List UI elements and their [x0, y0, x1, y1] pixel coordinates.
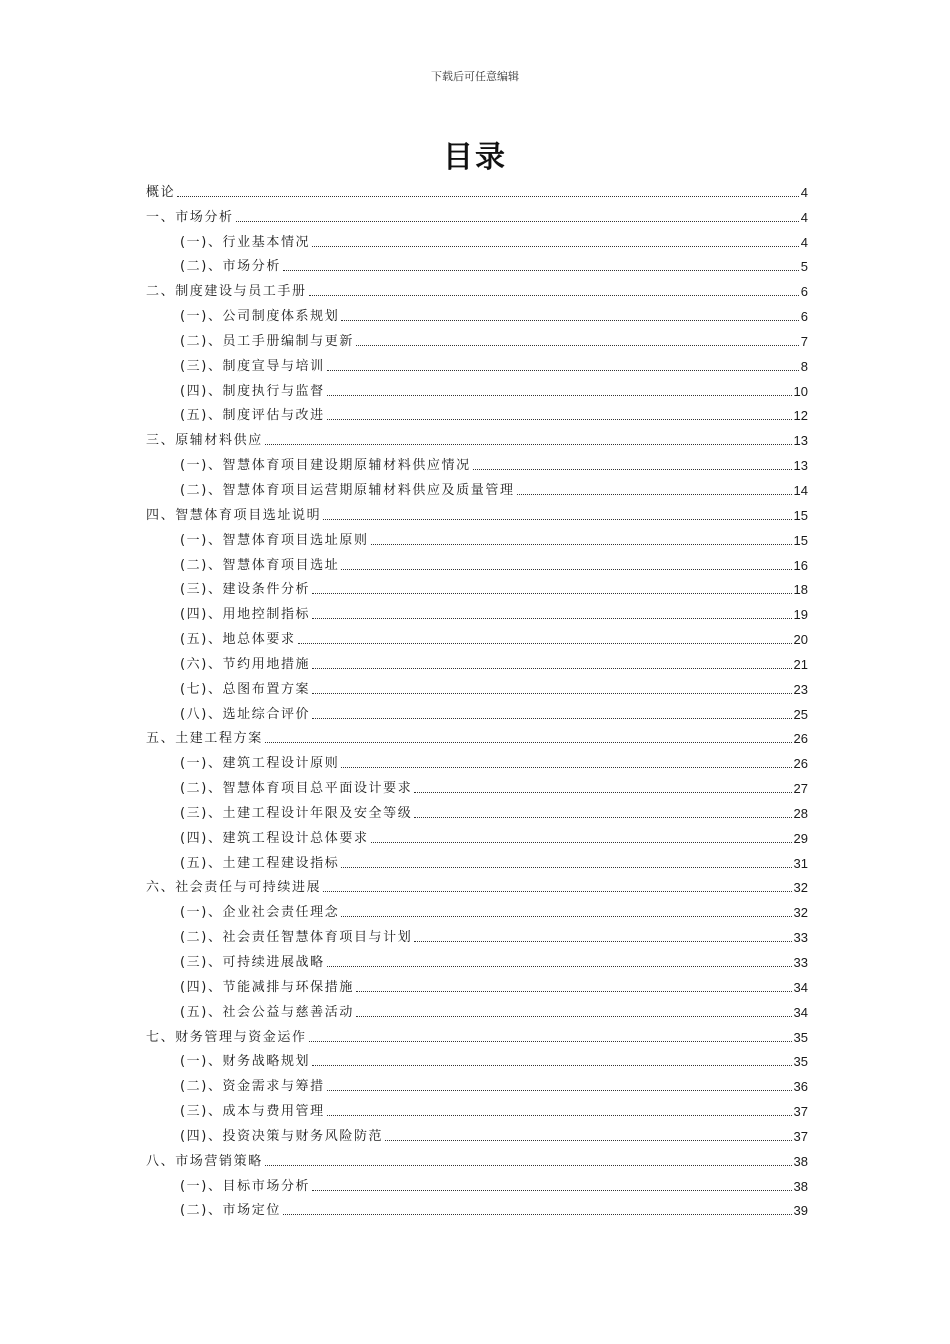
dot-leader: [473, 454, 792, 470]
toc-entry[interactable]: [146, 920, 808, 945]
toc-entry[interactable]: [146, 573, 808, 598]
toc-entry-page-number: 33: [793, 930, 808, 946]
dot-leader: [341, 901, 791, 917]
dot-leader: [312, 653, 791, 669]
toc-entry-label: (二)、市场分析: [180, 259, 281, 275]
dot-leader: [327, 355, 799, 371]
toc-entry[interactable]: [146, 175, 808, 200]
toc-entry-label: (五)、制度评估与改进: [180, 408, 325, 424]
toc-entry[interactable]: [146, 1094, 808, 1119]
toc-entry-page-number: 13: [793, 458, 808, 474]
toc-entry-page-number: 5: [800, 259, 808, 275]
dot-leader: [327, 1075, 792, 1091]
toc-entry-page-number: 26: [793, 731, 808, 747]
toc-entry-page-number: 4: [800, 234, 808, 250]
toc-entry[interactable]: [146, 225, 808, 250]
toc-entry-page-number: 13: [793, 433, 808, 449]
toc-entry[interactable]: [146, 1144, 808, 1169]
toc-entry-label: (一)、企业社会责任理念: [180, 905, 340, 921]
toc-entry-label: (三)、成本与费用管理: [180, 1104, 325, 1120]
dot-leader: [309, 280, 799, 296]
toc-entry-page-number: 39: [793, 1203, 808, 1219]
dot-leader: [312, 231, 799, 247]
toc-entry-label: (四)、投资决策与财务风险防范: [180, 1128, 384, 1144]
toc-entry[interactable]: [146, 821, 808, 846]
dot-leader: [356, 1001, 792, 1017]
toc-entry[interactable]: [146, 250, 808, 275]
toc-entry[interactable]: [146, 274, 808, 299]
toc-entry-label: 四、智慧体育项目选址说明: [146, 507, 322, 523]
toc-entry-label: 七、财务管理与资金运作: [146, 1029, 307, 1045]
toc-entry[interactable]: [146, 1069, 808, 1094]
toc-entry-page-number: 15: [793, 532, 808, 548]
toc-entry-page-number: 14: [793, 482, 808, 498]
toc-entry-label: (二)、智慧体育项目选址: [180, 557, 340, 573]
toc-entry-label: (五)、土建工程建设指标: [180, 855, 340, 871]
dot-leader: [283, 1199, 792, 1215]
toc-entry[interactable]: [146, 970, 808, 995]
dot-leader: [323, 876, 791, 892]
dot-leader: [341, 554, 791, 570]
toc-entry-label: (六)、节约用地措施: [180, 656, 311, 672]
toc-entry-label: (五)、社会公益与慈善活动: [180, 1004, 354, 1020]
toc-title: 目录: [443, 140, 507, 175]
toc-entry[interactable]: [146, 399, 808, 424]
toc-entry-page-number: 37: [793, 1128, 808, 1144]
toc-entry-page-number: 36: [793, 1079, 808, 1095]
dot-leader: [356, 976, 792, 992]
dot-leader: [265, 429, 792, 445]
dot-leader: [341, 852, 791, 868]
toc-entry-label: (一)、行业基本情况: [180, 234, 311, 250]
toc-entry-label: (二)、员工手册编制与更新: [180, 333, 354, 349]
toc-entry-label: (四)、制度执行与监督: [180, 383, 325, 399]
toc-entry[interactable]: [146, 1169, 808, 1194]
toc-entry-label: (五)、地总体要求: [180, 632, 296, 648]
dot-leader: [341, 752, 791, 768]
toc-entry-page-number: 23: [793, 681, 808, 697]
toc-entry-label: 三、原辅材料供应: [146, 433, 263, 449]
toc-entry-label: 概论: [146, 184, 176, 200]
toc-entry-page-number: 38: [793, 1178, 808, 1194]
toc-entry-label: (三)、土建工程设计年限及安全等级: [180, 805, 413, 821]
toc-entry-page-number: 18: [793, 582, 808, 598]
toc-entry[interactable]: [146, 1119, 808, 1144]
toc-entry-label: (一)、智慧体育项目建设期原辅材料供应情况: [180, 458, 471, 474]
toc-entry-page-number: 34: [793, 979, 808, 995]
toc-entry[interactable]: [146, 871, 808, 896]
toc-entry-page-number: 35: [793, 1029, 808, 1045]
dot-leader: [265, 727, 792, 743]
toc-entry-label: (二)、资金需求与筹措: [180, 1079, 325, 1095]
toc-entry-label: 二、制度建设与员工手册: [146, 284, 307, 300]
toc-entry-label: (三)、建设条件分析: [180, 582, 311, 598]
dot-leader: [356, 330, 799, 346]
toc-entry-page-number: 38: [793, 1153, 808, 1169]
toc-entry[interactable]: [146, 1194, 808, 1219]
toc-entry[interactable]: [146, 1045, 808, 1070]
toc-entry-page-number: 27: [793, 781, 808, 797]
toc-entry-page-number: 15: [793, 507, 808, 523]
toc-entry-page-number: 29: [793, 830, 808, 846]
toc-entry-page-number: 32: [793, 880, 808, 896]
toc-entry-page-number: 16: [793, 557, 808, 573]
dot-leader: [265, 1150, 792, 1166]
toc-entry-page-number: 10: [793, 383, 808, 399]
toc-entry-page-number: 19: [793, 607, 808, 623]
toc-entry-label: (三)、制度宣导与培训: [180, 358, 325, 374]
toc-entry[interactable]: [146, 995, 808, 1020]
dot-leader: [371, 529, 792, 545]
dot-leader: [327, 951, 792, 967]
toc-entry-page-number: 26: [793, 756, 808, 772]
toc-entry[interactable]: [146, 796, 808, 821]
toc-entry[interactable]: [146, 374, 808, 399]
toc-entry[interactable]: [146, 548, 808, 573]
dot-leader: [414, 802, 791, 818]
toc-entry[interactable]: [146, 846, 808, 871]
toc-entry[interactable]: [146, 324, 808, 349]
dot-leader: [312, 578, 791, 594]
toc-entry-page-number: 35: [793, 1054, 808, 1070]
toc-entry-label: (七)、总图布置方案: [180, 681, 311, 697]
toc-entry[interactable]: [146, 299, 808, 324]
dot-leader: [312, 1175, 791, 1191]
dot-leader: [371, 827, 792, 843]
toc-entry[interactable]: [146, 672, 808, 697]
toc-entry-label: (四)、建筑工程设计总体要求: [180, 830, 369, 846]
dot-leader: [312, 678, 791, 694]
toc-entry[interactable]: [146, 498, 808, 523]
dot-leader: [312, 703, 791, 719]
toc-entry[interactable]: [146, 647, 808, 672]
toc-entry[interactable]: [146, 622, 808, 647]
toc-entry-page-number: 12: [793, 408, 808, 424]
toc-entry[interactable]: [146, 448, 808, 473]
toc-entry-page-number: 28: [793, 805, 808, 821]
toc-entry-label: 八、市场营销策略: [146, 1153, 263, 1169]
toc-entry-page-number: 20: [793, 632, 808, 648]
toc-entry-page-number: 4: [800, 209, 808, 225]
toc-entry[interactable]: [146, 523, 808, 548]
dot-leader: [298, 628, 792, 644]
toc-entry-label: (三)、可持续进展战略: [180, 955, 325, 970]
dot-leader: [283, 255, 799, 271]
toc-entry[interactable]: [146, 722, 808, 747]
toc-entry-page-number: 6: [800, 309, 808, 325]
toc-entry-page-number: 21: [793, 656, 808, 672]
toc-entry-page-number: 8: [800, 358, 808, 374]
toc-entry[interactable]: [146, 597, 808, 622]
dot-leader: [309, 1026, 792, 1042]
dot-leader: [341, 305, 798, 321]
header-note: 下载后可任意编辑: [431, 70, 519, 83]
toc-entry[interactable]: [146, 200, 808, 225]
toc-entry[interactable]: [146, 473, 808, 498]
toc-entry-label: 六、社会责任与可持续进展: [146, 880, 322, 896]
dot-leader: [312, 603, 791, 619]
dot-leader: [327, 380, 792, 396]
dot-leader: [236, 206, 799, 222]
dot-leader: [177, 181, 799, 197]
dot-leader: [327, 1100, 792, 1116]
toc-entry[interactable]: [146, 349, 808, 374]
toc-entry-page-number: 25: [793, 706, 808, 722]
toc-entry-label: (二)、智慧体育项目运营期原辅材料供应及质量管理: [180, 482, 515, 498]
toc-entry-label: (一)、建筑工程设计原则: [180, 756, 340, 772]
toc-entry-page-number: 7: [800, 333, 808, 349]
toc-entry-label: (八)、选址综合评价: [180, 706, 311, 722]
toc-entry-label: (一)、财务战略规划: [180, 1054, 311, 1070]
toc-entry-page-number: 37: [793, 1104, 808, 1120]
toc-entry[interactable]: [146, 697, 808, 722]
toc-entry-label: (二)、市场定位: [180, 1203, 281, 1219]
dot-leader: [323, 504, 791, 520]
toc-entry-label: (四)、节能减排与环保措施: [180, 979, 354, 995]
toc-entry-page-number: 31: [793, 855, 808, 871]
dot-leader: [517, 479, 792, 495]
toc-entry-page-number: 32: [793, 905, 808, 921]
toc-entry-label: (一)、智慧体育项目选址原则: [180, 532, 369, 548]
dot-leader: [312, 1050, 791, 1066]
toc-entry-label: (一)、公司制度体系规划: [180, 309, 340, 325]
toc-entry-page-number: 33: [793, 955, 808, 970]
toc-entry-page-number: 4: [800, 184, 808, 200]
dot-leader: [385, 1125, 791, 1141]
toc-entry-label: (二)、社会责任智慧体育项目与计划: [180, 930, 413, 946]
toc-entry-page-number: 6: [800, 284, 808, 300]
toc-entry[interactable]: [146, 423, 808, 448]
toc-entry[interactable]: [146, 1020, 808, 1045]
dot-leader: [414, 777, 791, 793]
toc-entry-label: 五、土建工程方案: [146, 731, 263, 747]
toc-entry-label: (一)、目标市场分析: [180, 1178, 311, 1194]
toc-entry-label: 一、市场分析: [146, 209, 234, 225]
toc-entry-label: (二)、智慧体育项目总平面设计要求: [180, 781, 413, 797]
toc-entry-label: (四)、用地控制指标: [180, 607, 311, 623]
toc-entry[interactable]: [146, 746, 808, 771]
toc-entry[interactable]: [146, 895, 808, 920]
toc-entry-page-number: 34: [793, 1004, 808, 1020]
toc-entry[interactable]: [146, 771, 808, 796]
dot-leader: [327, 404, 792, 420]
dot-leader: [414, 926, 791, 942]
table-of-contents: [146, 175, 808, 1218]
toc-entry[interactable]: [146, 945, 808, 970]
